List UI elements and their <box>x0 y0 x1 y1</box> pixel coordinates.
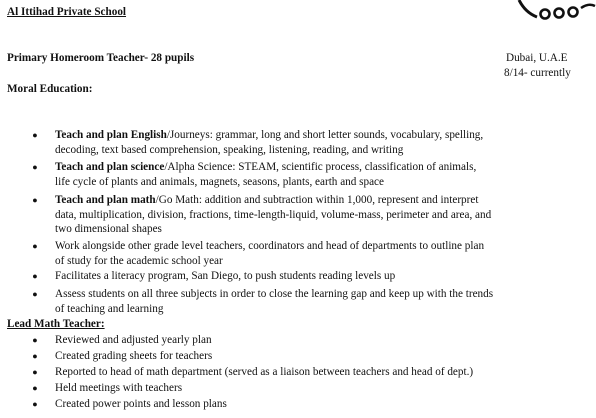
section-lead-math: Lead Math Teacher: <box>7 318 105 330</box>
location: Dubai, U.A.E <box>506 52 568 64</box>
bullet-icon: ● <box>32 195 38 205</box>
list-item: Work alongside other grade level teachers, coordinators and head of departments to outline plan of study for the academic school year <box>55 240 485 267</box>
section-moral-education: Moral Education: <box>7 83 93 95</box>
swirl-decoration-icon <box>505 0 596 26</box>
list-item: Reviewed and adjusted yearly plan <box>55 334 212 346</box>
bullet-icon: ● <box>32 289 38 299</box>
bullet-icon: ● <box>32 367 38 377</box>
list-item: Reported to head of math department (served as a liaison between teachers and head of dept.) <box>55 366 474 378</box>
bullet-icon: ● <box>32 383 38 393</box>
bullet-icon: ● <box>32 399 38 409</box>
bullet-icon: ● <box>32 162 38 172</box>
school-name: Al Ittihad Private School <box>7 6 127 18</box>
list-item: Created power points and lesson plans <box>55 398 227 410</box>
bullet-icon: ● <box>32 241 38 251</box>
list-item: Teach and plan English/Journeys: grammar, long and short letter sounds, vocabulary, spelling, decoding, text based comprehension, speaking, listening, reading, and writing <box>55 129 484 156</box>
position-title: Primary Homeroom Teacher- 28 pupils <box>7 52 195 64</box>
bullet-icon: ● <box>32 130 38 140</box>
list-item: Teach and plan math/Go Math: addition and subtraction within 1,000, represent and interpret data, multiplication, division, fractions, time-length-liquid, volume-mass, perimeter and area, and two dimensional shapes <box>55 194 492 236</box>
bullet-icon: ● <box>32 271 38 281</box>
bullet-icon: ● <box>32 351 38 361</box>
list-item: Facilitates a literacy program, San Diego, to push students reading levels up <box>55 270 396 282</box>
list-item: Held meetings with teachers <box>55 382 183 394</box>
list-item: Teach and plan science/Alpha Science: STEAM, scientific process, classification of animals, life cycle of plants and animals, magnets, seasons, plants, earth and space <box>55 161 477 188</box>
employment-dates: 8/14- currently <box>504 67 571 79</box>
list-item: Created grading sheets for teachers <box>55 350 213 362</box>
bullet-icon: ● <box>32 335 38 345</box>
list-item: Assess students on all three subjects in order to close the learning gap and keep up with the trends of teaching and learning <box>55 288 494 315</box>
